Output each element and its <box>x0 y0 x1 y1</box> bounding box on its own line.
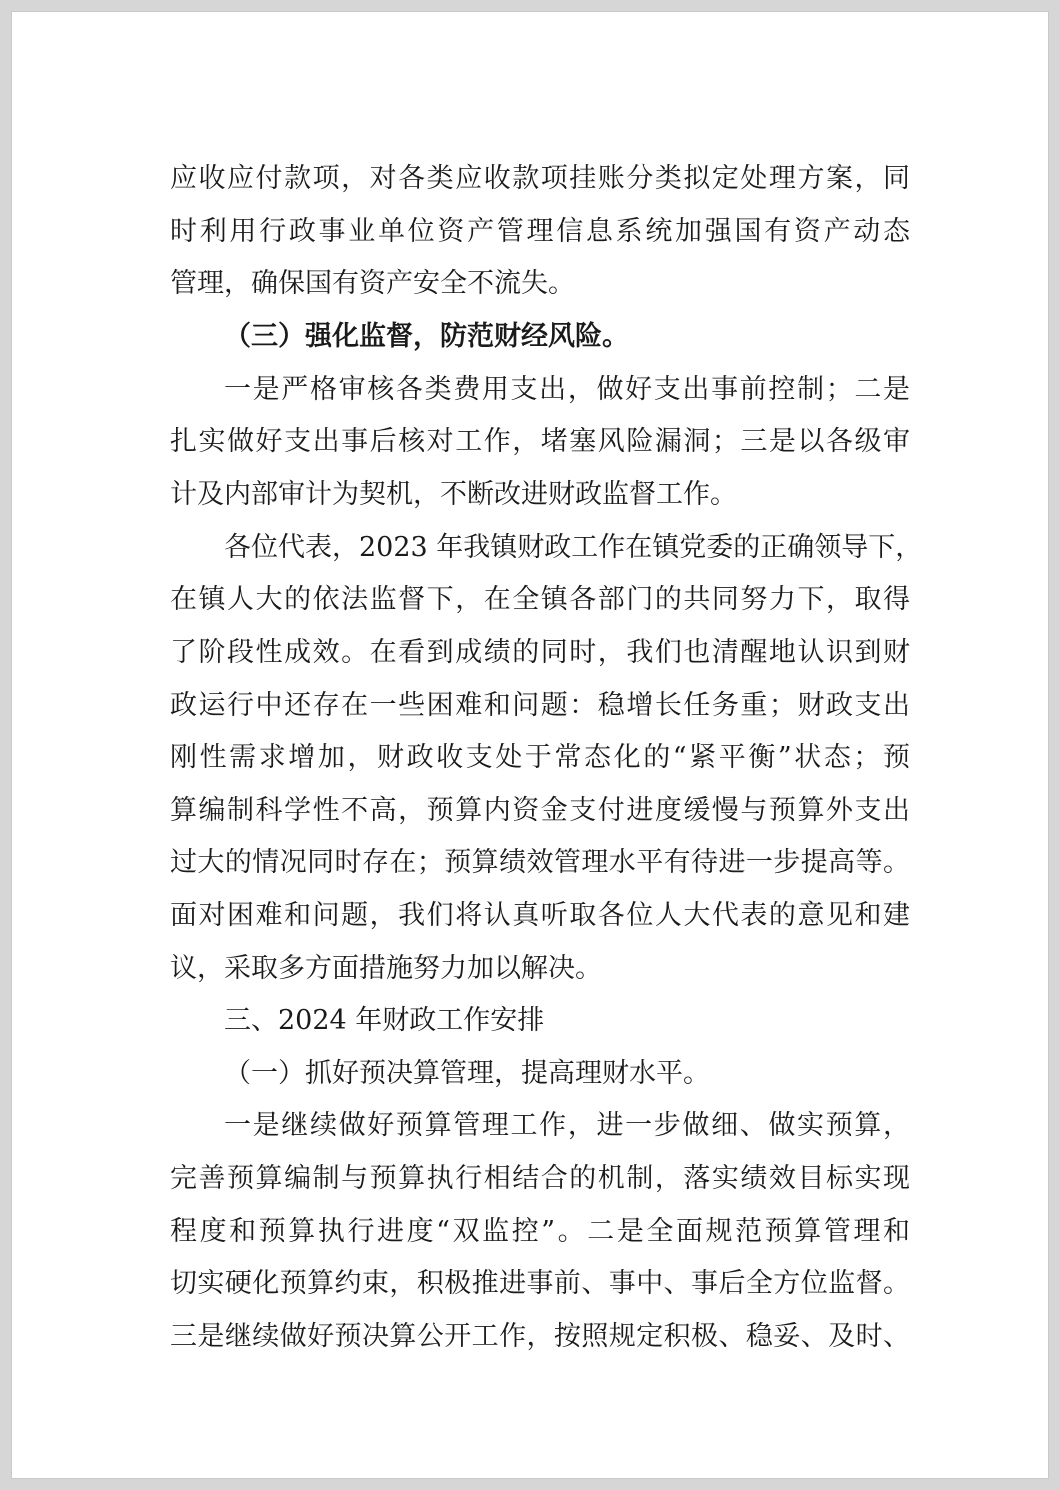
section-heading: （一）抓好预决算管理，提高理财水平。 <box>224 1058 710 1089</box>
body-line: 扎实做好支出事后核对工作，堵塞风险漏洞；三是以各级审 <box>170 426 910 457</box>
body-line: 面对困难和问题，我们将认真听取各位人大代表的意见和建 <box>170 900 910 931</box>
body-line: 管理，确保国有资产安全不流失。 <box>170 268 575 299</box>
document-page <box>12 12 1048 1478</box>
body-line: 各位代表，2023 年我镇财政工作在镇党委的正确领导下， <box>224 532 923 563</box>
section-heading: （三）强化监督，防范财经风险。 <box>224 321 629 352</box>
body-line: 了阶段性成效。在看到成绩的同时，我们也清醒地认识到财 <box>170 637 910 668</box>
body-line: 切实硬化预算约束，积极推进事前、事中、事后全方位监督。 <box>170 1268 910 1299</box>
body-line: 一是严格审核各类费用支出，做好支出事前控制；二是 <box>224 374 910 405</box>
body-line: 程度和预算执行进度“双监控”。二是全面规范预算管理和 <box>170 1216 910 1247</box>
body-line: 算编制科学性不高，预算内资金支付进度缓慢与预算外支出 <box>170 795 910 826</box>
body-line: 政运行中还存在一些困难和问题：稳增长任务重；财政支出 <box>170 690 910 721</box>
body-line: 时利用行政事业单位资产管理信息系统加强国有资产动态 <box>170 216 910 247</box>
body-line: 议，采取多方面措施努力加以解决。 <box>170 953 602 984</box>
chapter-heading: 三、2024 年财政工作安排 <box>224 1005 545 1036</box>
body-line: 完善预算编制与预算执行相结合的机制，落实绩效目标实现 <box>170 1163 910 1194</box>
body-line: 刚性需求增加，财政收支处于常态化的“紧平衡”状态；预 <box>170 742 910 773</box>
body-line: 应收应付款项，对各类应收款项挂账分类拟定处理方案，同 <box>170 163 910 194</box>
body-line: 过大的情况同时存在；预算绩效管理水平有待进一步提高等。 <box>170 847 910 878</box>
body-line: 计及内部审计为契机，不断改进财政监督工作。 <box>170 479 737 510</box>
body-line: 一是继续做好预算管理工作，进一步做细、做实预算， <box>224 1110 910 1141</box>
body-line: 三是继续做好预决算公开工作，按照规定积极、稳妥、及时、 <box>170 1321 910 1352</box>
body-line: 在镇人大的依法监督下，在全镇各部门的共同努力下，取得 <box>170 584 910 615</box>
